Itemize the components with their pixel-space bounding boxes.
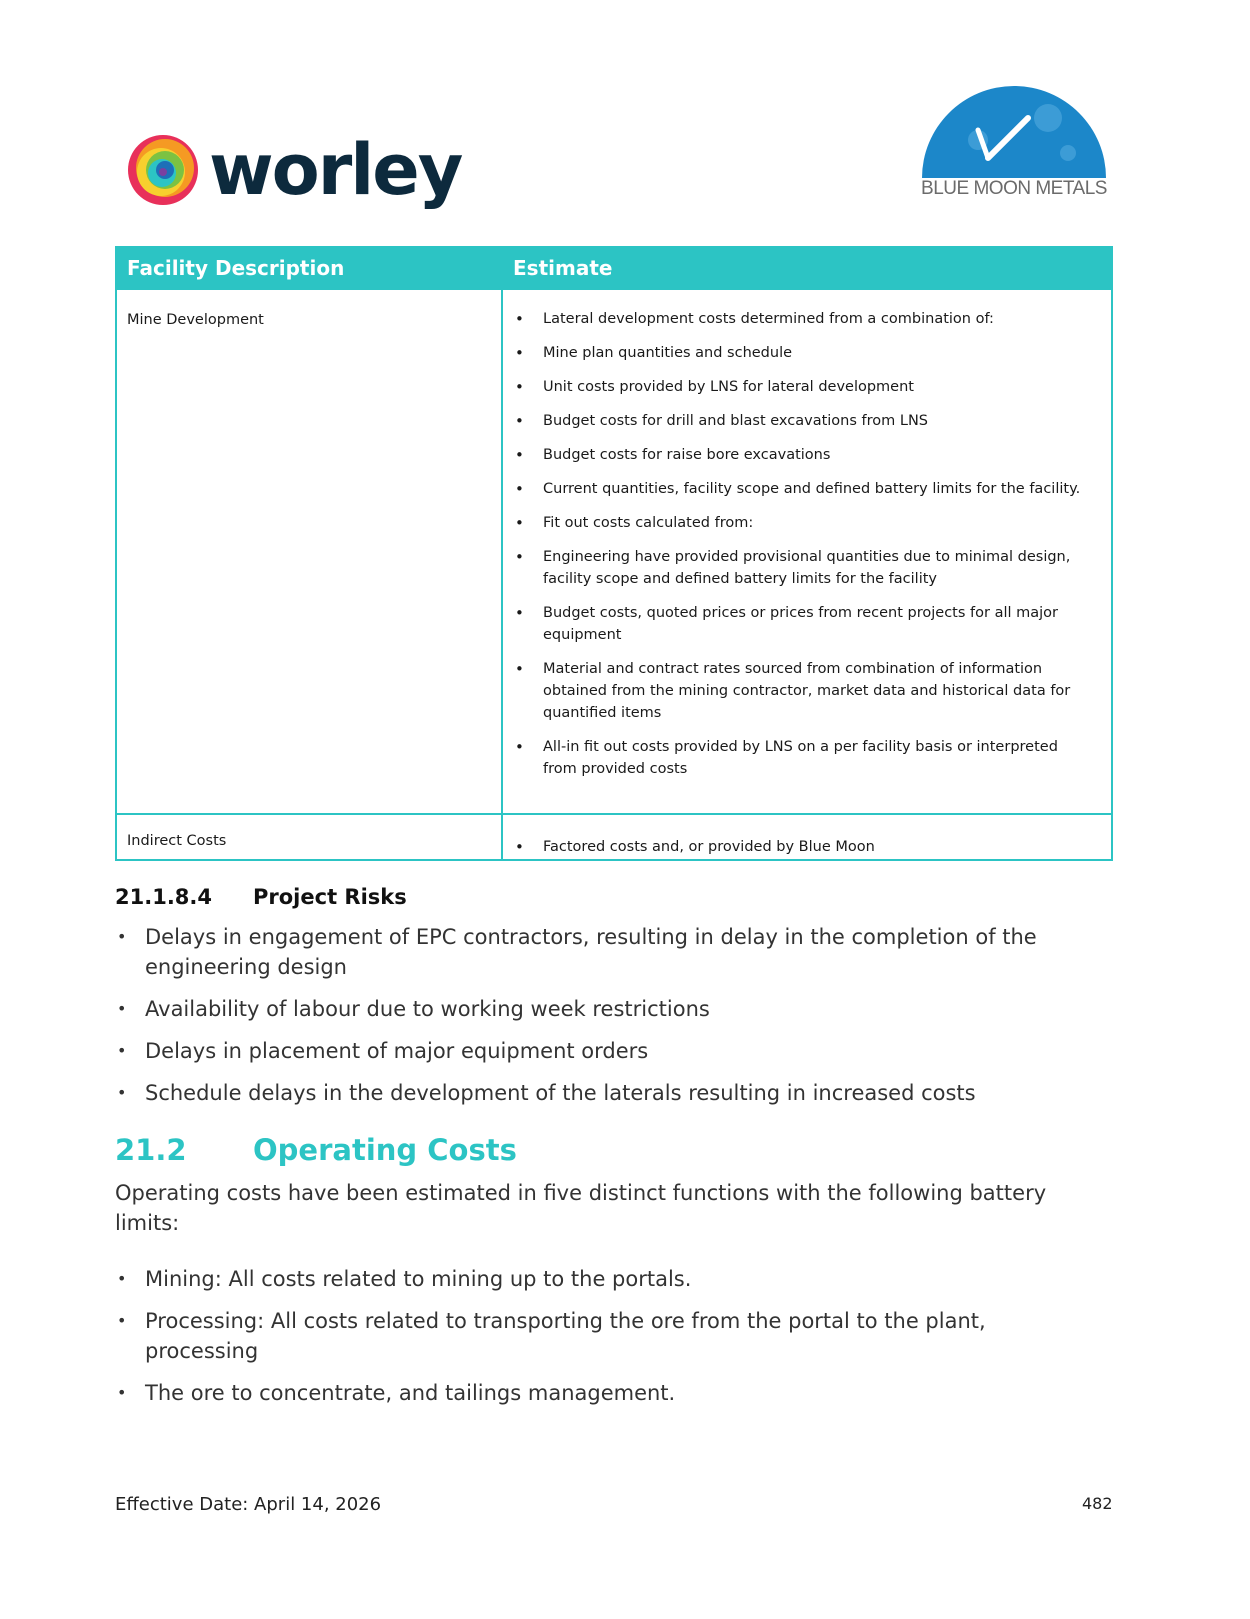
list-item: • Engineering have provided provisional quantities due to minimal design, facility scope and defined battery limits for the facility [513, 546, 1093, 590]
list-item: • Factored costs and, or provided by Blue Moon [513, 836, 1093, 858]
blue-moon-metals-text: BLUE MOON METALS [921, 178, 1107, 199]
section-title: Operating Costs [253, 1133, 517, 1167]
page-number: 482 [1082, 1494, 1113, 1513]
column-header: Estimate [502, 247, 1112, 289]
estimate-list [503, 815, 1111, 858]
project-risks-heading [115, 885, 407, 909]
list-item: • Budget costs, quoted prices or prices from recent projects for all major equipment [513, 602, 1093, 646]
section-title: Project Risks [253, 885, 407, 909]
column-header: Facility Description [116, 247, 502, 289]
list-item: • Budget costs for drill and blast excavations from LNS [513, 410, 1093, 432]
list-item: • Unit costs provided by LNS for lateral development [513, 376, 1093, 398]
list-item: • Fit out costs calculated from: [513, 512, 1093, 534]
section-number: 21.1.8.4 [115, 885, 212, 909]
list-item: • Lateral development costs determined from a combination of: [513, 308, 1093, 330]
list-item: • Current quantities, facility scope and defined battery limits for the facility. [513, 478, 1093, 500]
estimate-table [115, 246, 1113, 861]
section-number: 21.2 [115, 1133, 187, 1167]
effective-date: Effective Date: April 14, 2026 [115, 1494, 382, 1515]
battery-limits-list [115, 1264, 1105, 1420]
list-item: • Mining: All costs related to mining up to the portals. [115, 1264, 1105, 1294]
list-item: • All-in fit out costs provided by LNS on a per facility basis or interpreted from provided costs [513, 736, 1093, 780]
list-item: • Material and contract rates sourced from combination of information obtained from the mining contractor, market data and historical data for quantified items [513, 658, 1093, 724]
worley-swirl-icon [125, 132, 201, 208]
list-item: • Mine plan quantities and schedule [513, 342, 1093, 364]
project-risks-list [115, 922, 1105, 1120]
operating-costs-intro: Operating costs have been estimated in five distinct functions with the following battery limits: [115, 1181, 1047, 1235]
list-item: • Availability of labour due to working week restrictions [115, 994, 1105, 1024]
worley-logo-text: worley [209, 129, 462, 211]
estimate-cell [502, 814, 1112, 860]
facility-description-cell: Indirect Costs [116, 814, 502, 860]
list-item: • Schedule delays in the development of the laterals resulting in increased costs [115, 1078, 1105, 1108]
list-item: • Budget costs for raise bore excavations [513, 444, 1093, 466]
worley-logo [125, 129, 462, 211]
operating-costs-heading [115, 1133, 517, 1167]
table-header-row [116, 247, 1112, 289]
facility-description-cell: Mine Development [116, 289, 502, 814]
blue-moon-metals-logo [918, 78, 1110, 204]
list-item: • Processing: All costs related to transporting the ore from the portal to the plant, processing [115, 1306, 1105, 1366]
estimate-list [503, 290, 1111, 792]
list-item: • The ore to concentrate, and tailings management. [115, 1378, 1105, 1408]
moon-clock-icon [918, 78, 1110, 178]
table-row [116, 814, 1112, 860]
list-item: • Delays in placement of major equipment orders [115, 1036, 1105, 1066]
estimate-cell [502, 289, 1112, 814]
list-item: • Delays in engagement of EPC contractors, resulting in delay in the completion of the engineering design [115, 922, 1105, 982]
table-row [116, 289, 1112, 814]
